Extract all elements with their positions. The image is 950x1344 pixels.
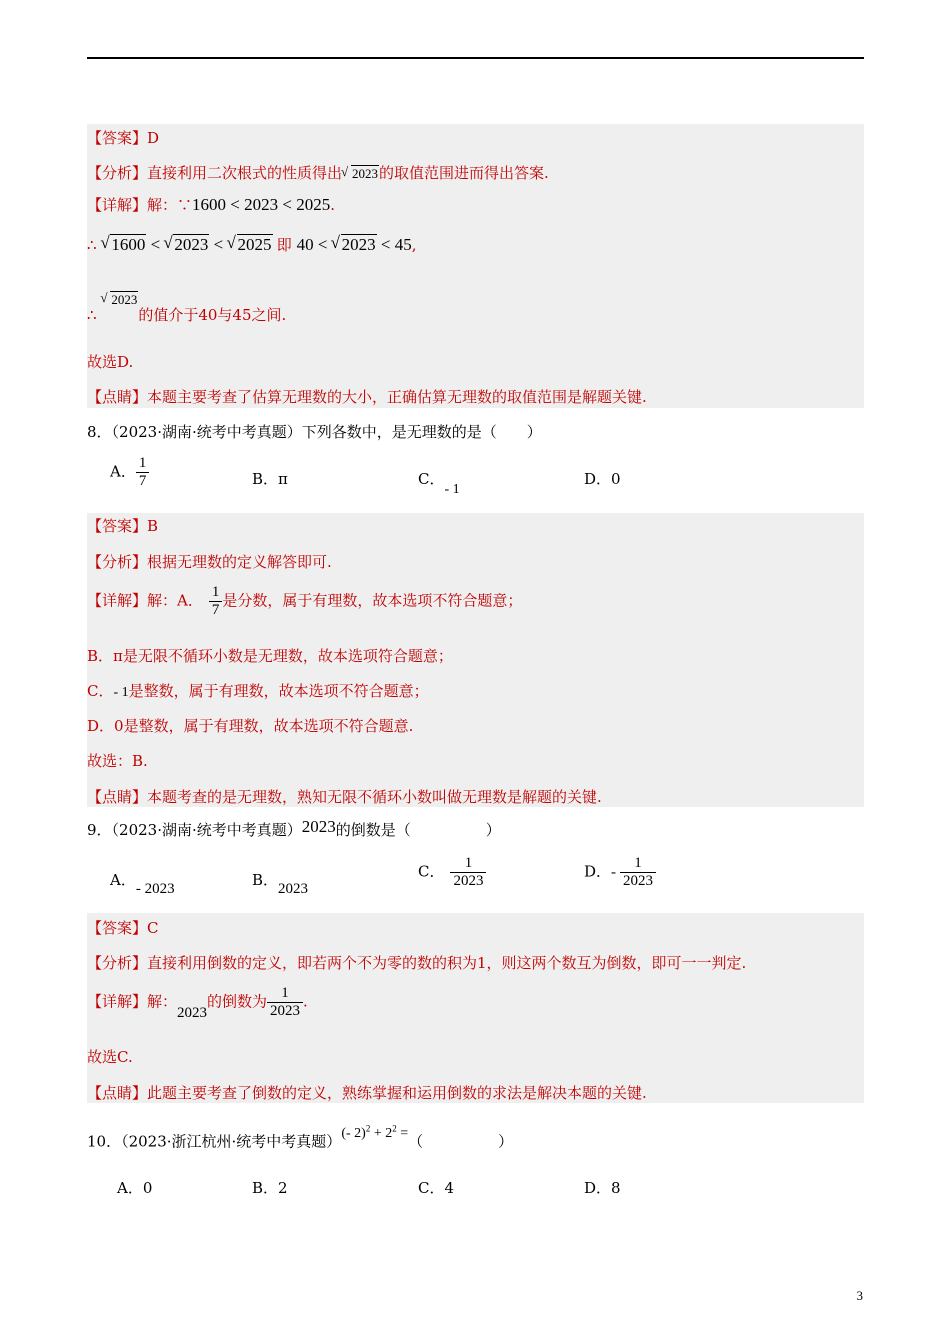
sqrt-inequality: √ 1600 < √ 2023 < √ 2025 (101, 235, 276, 254)
sqrt-2023: √ 2023 (342, 164, 379, 184)
q9-stem: 9．（2023·湖南·统考中考真题）2023的倒数是（ ） (87, 817, 501, 839)
q10-stem: 10．（2023·浙江杭州·统考中考真题）(- $2)^2 + 2^2$ =（ ） (87, 1123, 514, 1151)
sqrt-bounds: 40 < √ 2023 < 45 (297, 235, 412, 254)
q10-option-c: C．4 (418, 1179, 455, 1197)
q9-option-d: D．- $\frac{1}{2023}$ (584, 855, 656, 890)
q7-sqrt-chain: ∴ √ 1600 < √ 2023 < √ 2025 即 40 < √ 2023 < 45, (87, 235, 417, 255)
fraction: $\frac{1}{7}$ (209, 584, 223, 619)
fraction: $\frac{1}{2023}$ (620, 855, 656, 890)
q8-stem: 8．（2023·湖南·统考中考真题）下列各数中，是无理数的是（ ） (87, 423, 542, 441)
q8-option-b: B．π (252, 470, 288, 488)
q9-option-c: C． $\frac{1}{2023}$ (418, 855, 486, 890)
q8-line-d: D．0是整数，属于有理数，故本选项不符合题意. (87, 717, 414, 735)
page-number: 3 (856, 1288, 863, 1303)
q9-answer: 【答案】C (87, 919, 159, 937)
header-rule (87, 57, 864, 59)
q7-choose: 故选D. (87, 353, 134, 371)
fraction: $\frac{1}{2023}$ (267, 985, 303, 1020)
q8-line-b: B．π是无限不循环小数是无理数，故本选项符合题意； (87, 647, 453, 665)
q9-choose: 故选C. (87, 1048, 133, 1066)
q7-between: ∴ √ 2023的值介于40与45之间. (87, 291, 286, 312)
q9-detail: 【详解】解：2023的倒数为 $\frac{1}{2023}$ . (87, 985, 308, 1021)
q8-analysis: 【分析】根据无理数的定义解答即可. (87, 553, 332, 571)
fraction: $\frac{1}{7}$ (136, 455, 150, 490)
q8-line-c: C．- 1是整数，属于有理数，故本选项不符合题意； (87, 682, 429, 700)
q9-comment: 【点睛】此题主要考查了倒数的定义，熟练掌握和运用倒数的求法是解决本题的关键. (87, 1084, 647, 1102)
q9-analysis: 【分析】直接利用倒数的定义，即若两个不为零的数的积为1，则这两个数互为倒数，即可一一判定. (87, 954, 747, 972)
q10-option-d: D．8 (584, 1179, 621, 1197)
q9-option-a: A．- 2023 (110, 871, 175, 897)
q8-choose: 故选：B. (87, 752, 148, 770)
q10-option-b: B．2 (252, 1179, 288, 1197)
q8-comment: 【点睛】本题考查的是无理数，熟知无限不循环小数叫做无理数是解题的关键. (87, 788, 602, 806)
q8-detail: 【详解】解：A． $\frac{1}{7}$ 是分数，属于有理数，故本选项不符合题意； (87, 584, 523, 618)
q8-answer: 【答案】B (87, 517, 159, 535)
q7-comment: 【点睛】本题主要考查了估算无理数的大小，正确估算无理数的取值范围是解题关键. (87, 388, 647, 406)
q7-answer: 【答案】D (87, 129, 160, 147)
q8-option-c: C．- 1 (418, 470, 460, 497)
q10-option-a: A．0 (117, 1179, 153, 1197)
q7-analysis: 【分析】直接利用二次根式的性质得出√ 2023的取值范围进而得出答案. (87, 163, 549, 184)
q9-option-b: B．2023 (252, 871, 309, 897)
fraction: $\frac{1}{2023}$ (450, 855, 486, 890)
q8-option-d: D．0 (584, 470, 621, 488)
q7-detail: 【详解】解：∵1600 < 2023 < 2025. (87, 195, 335, 214)
q10-expression: (- $2)^2 + 2^2$ = (341, 1123, 409, 1141)
q8-option-a: A． $\frac{1}{7}$ (110, 455, 149, 490)
